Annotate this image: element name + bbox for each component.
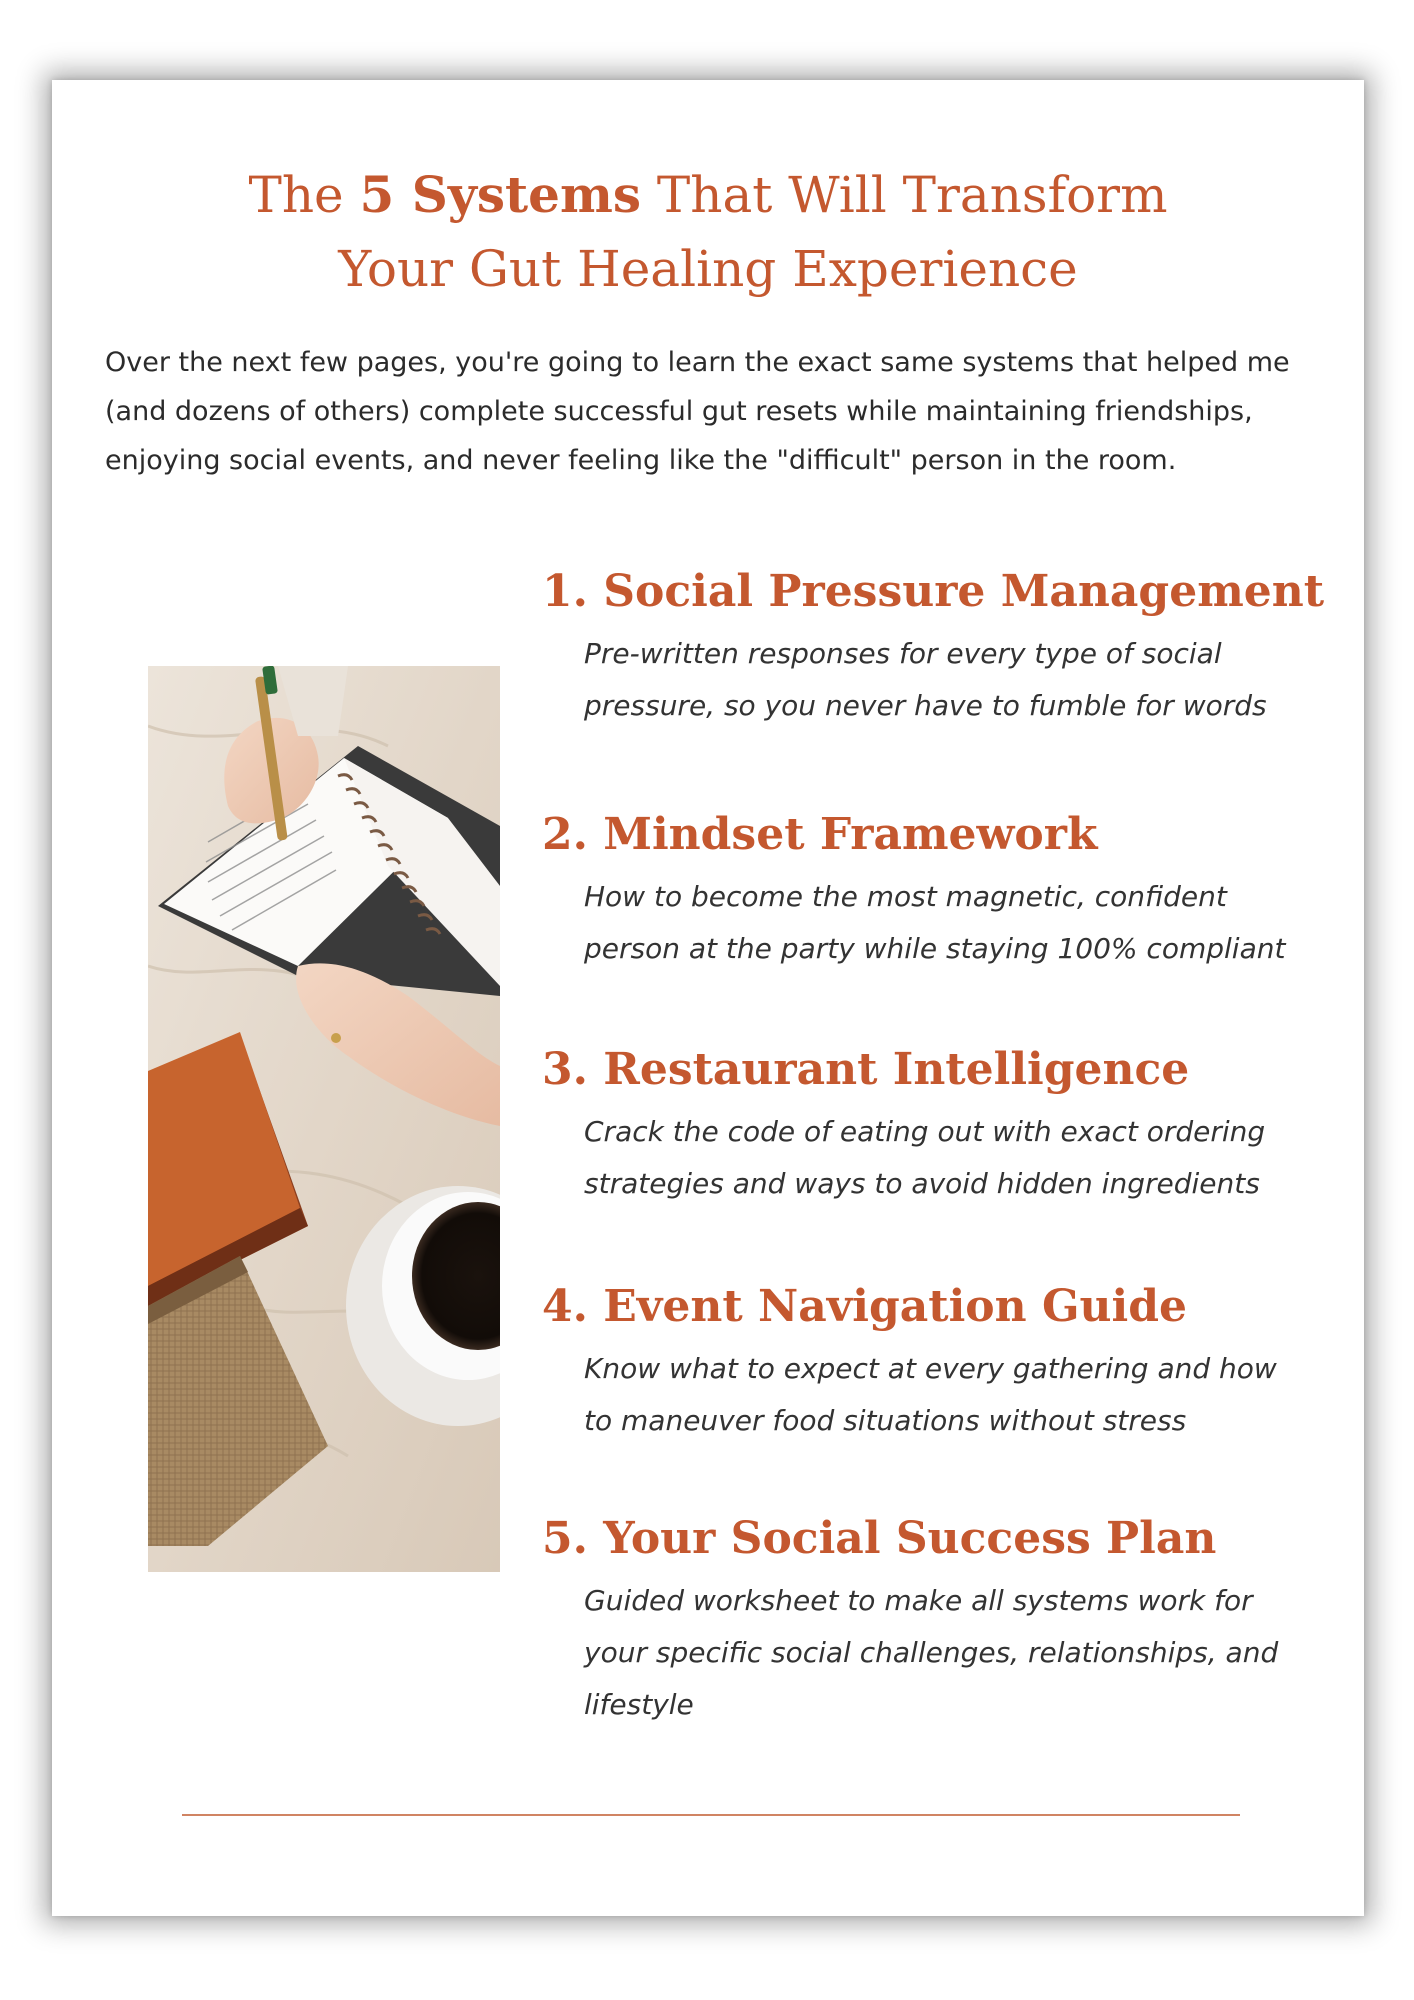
- system-description: Know what to expect at every gathering and how to maneuver food situations without stress: [584, 1352, 1277, 1437]
- footer-divider: [182, 1814, 1240, 1816]
- system-item-3: [542, 1042, 1342, 1210]
- system-description: Crack the code of eating out with exact ordering strategies and ways to avoid hidden ingredients: [584, 1115, 1266, 1200]
- system-description: Guided worksheet to make all systems work for your specific social challenges, relationships, and lifestyle: [584, 1584, 1279, 1721]
- system-item-4: [542, 1279, 1342, 1447]
- system-heading: 2. Mindset Framework: [542, 809, 1098, 860]
- journaling-photo: [148, 666, 500, 1572]
- page-title: [52, 158, 1364, 306]
- intro-paragraph: Over the next few pages, you're going to learn the exact same systems that helped me (and dozens of others) complete successful gut resets while maintaining friendships, enjoying social events, and never feeling like the "difficult" person in the room.: [105, 347, 1290, 476]
- document-page: [52, 80, 1364, 1916]
- title-prefix: The: [248, 166, 360, 224]
- system-description: Pre-written responses for every type of social pressure, so you never have to fumble for words: [584, 637, 1267, 722]
- system-heading: 1. Social Pressure Management: [542, 566, 1325, 617]
- system-heading: 4. Event Navigation Guide: [542, 1281, 1188, 1332]
- system-description: How to become the most magnetic, confident person at the party while staying 100% compliant: [584, 880, 1286, 965]
- system-item-5: [542, 1511, 1342, 1731]
- title-line-two: Your Gut Healing Experience: [338, 240, 1078, 298]
- system-item-2: [542, 807, 1342, 975]
- system-heading: 3. Restaurant Intelligence: [542, 1044, 1190, 1095]
- system-item-1: [542, 564, 1342, 732]
- system-heading: 5. Your Social Success Plan: [542, 1513, 1217, 1564]
- title-bold-part: 5 Systems: [359, 165, 642, 224]
- title-suffix: That Will Transform: [641, 166, 1168, 224]
